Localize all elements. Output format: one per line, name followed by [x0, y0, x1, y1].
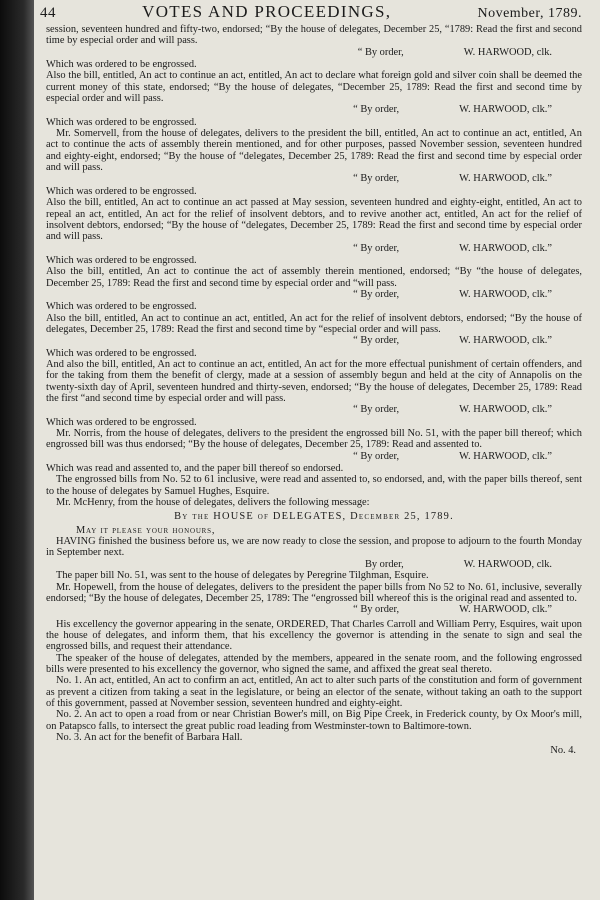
- clerk-name: W. HARWOOD, clk.”: [459, 104, 552, 116]
- page-content: [40, 2, 582, 757]
- paragraph: Also the bill, entitled, An act to continue an act, entitled, An act to declare what foreign gold and silver coin shall be deemed the current money of this state, endorsed; “By the house of delegates, “December 25, 1789: Read the first and second time by especial order and will pass.: [46, 70, 582, 105]
- by-order-text: “ By order,: [353, 450, 400, 462]
- ordered-note: Which was ordered to be engrossed.: [46, 59, 197, 71]
- page-body: [46, 24, 582, 743]
- paragraph: No. 2. An act to open a road from or near Christian Bower's mill, on Big Pipe Creek, in Frederick county, by Ox Moor's mill, on Patapsco falls, to intersect the great public road leading from Westminster-town to Baltimore-town.: [46, 709, 582, 732]
- paragraph: Mr. Norris, from the house of delegates, delivers to the president the engrossed bill No. 51, with the paper bill thereof; which engrossed bill was thus endorsed; “By the house of delegates, December 25, 1789: Read and assented to.: [46, 428, 582, 451]
- running-header: [40, 2, 582, 24]
- signature-line: [46, 335, 582, 346]
- document-page: [34, 0, 600, 900]
- by-order-text: “ By order,: [353, 242, 400, 254]
- by-order-text: “ By order,: [353, 604, 400, 616]
- ordered-note: Which was ordered to be engrossed.: [46, 301, 197, 313]
- clerk-name: W. HARWOOD, clk.”: [459, 173, 552, 185]
- ordered-note: Which was ordered to be engrossed.: [46, 347, 197, 359]
- paragraph: Also the bill, entitled, An act to continue an act, entitled, An act for the relief of insolvent debtors, endorsed; “By the house of delegates, December 25, 1789: Read the first and second time by “especial order and will pass.: [46, 312, 582, 335]
- signature-line: [46, 243, 582, 254]
- paragraph: No. 3. An act for the benefit of Barbara Hall.: [56, 731, 243, 743]
- paragraph: Also the bill, entitled, An act to continue an act passed at May session, seventeen hundred and eighty-eight, entitled, An act to repeal an act, entitled, An act for the relief of insolvent debtors, and to revive another act, entitled, An act for the relief of insolvent debtors, endorsed; “By the house of “delegates, December 25, 1789: Read the first and second time by especial order and will pass.: [46, 197, 582, 243]
- signature-line: [46, 604, 582, 615]
- signature-line: [46, 451, 582, 462]
- paragraph: Also the bill, entitled, An act to continue the act of assembly therein mentioned, endorsed; “By “the house of delegates, December 25, 1789: Read the first and second time by especial order and “will pass.: [46, 266, 582, 289]
- paragraph: HAVING finished the business before us, we are now ready to close the session, and propose to adjourn to the fourth Monday in September next.: [46, 536, 582, 559]
- clerk-name: W. HARWOOD, clk.”: [459, 604, 552, 616]
- paragraph: Mr. Hopewell, from the house of delegates, delivers to the president the paper bills from No 52 to No. 61, inclusive, severally endorsed; “By the house of delegates, December 25, 1789: The “engrossed bill whereof this is the original read and assented to.: [46, 581, 582, 604]
- page-title: VOTES AND PROCEEDINGS,: [142, 2, 392, 21]
- paragraph: The paper bill No. 51, was sent to the house of delegates by Peregrine Tilghman, Esquire.: [56, 570, 429, 582]
- signature-line: [46, 47, 582, 58]
- catchword: No. 4.: [550, 745, 576, 757]
- clerk-name: W. HARWOOD, clk.”: [459, 450, 552, 462]
- page-number: 44: [40, 5, 56, 21]
- clerk-name: W. HARWOOD, clk.”: [459, 242, 552, 254]
- clerk-name: W. HARWOOD, clk.”: [459, 335, 552, 347]
- paragraph: And also the bill, entitled, An act to continue an act, entitled, An act for the more effectual punishment of certain offenders, and for the taking from them the benefit of clergy, made at a session of assembly begun and held at the city of Annapolis on the twenty-sixth day of April, seventeen hundred and thirty-seven, endorsed; “By the house of delegates, December 25, 1789: Read the first “and second time by especial order and will pass.: [46, 358, 582, 404]
- clerk-name: W. HARWOOD, clk.”: [459, 404, 552, 416]
- by-order-text: “ By order,: [353, 404, 400, 416]
- clerk-name: W. HARWOOD, clk.: [463, 558, 552, 570]
- paragraph: No. 1. An act, entitled, An act to confirm an act, entitled, An act to alter such parts of the constitution and form of government as prevent a citizen from taking a seat in the legislature, or being an elector of the senate, without taking an oath to the support of this government, passed at November session, seventeen hundred and eighty-eight.: [46, 675, 582, 709]
- book-gutter: [0, 0, 34, 900]
- paragraph: The speaker of the house of delegates, attended by the members, appeared in the senate room, and the following engrossed bills were presented to his excellency the governor, who signed the same, and affixed the great seal thereto.: [46, 652, 582, 675]
- ordered-note: Which was ordered to be engrossed.: [46, 416, 197, 428]
- paragraph: session, seventeen hundred and fifty-two, endorsed; “By the house of delegates, December 25, “1789: Read the first and second time by especial order and will pass.: [46, 24, 582, 47]
- ordered-note: Which was read and assented to, and the paper bill thereof so endorsed.: [46, 463, 344, 475]
- signature-line: [46, 559, 582, 570]
- by-order-text: “ By order,: [353, 288, 400, 300]
- clerk-name: W. HARWOOD, clk.: [463, 46, 552, 58]
- signature-line: [46, 104, 582, 115]
- by-order-text: “ By order,: [353, 335, 400, 347]
- signature-line: [46, 289, 582, 300]
- by-order-text: “ By order,: [353, 104, 400, 116]
- header-date: November, 1789.: [477, 6, 582, 21]
- signature-line: [46, 173, 582, 184]
- paragraph: Mr. McHenry, from the house of delegates, delivers the following message:: [56, 497, 370, 509]
- ordered-note: Which was ordered to be engrossed.: [46, 116, 197, 128]
- ordered-note: Which was ordered to be engrossed.: [46, 185, 197, 197]
- paragraph: His excellency the governor appearing in the senate, ORDERED, That Charles Carroll and William Perry, Esquires, wait upon the house of delegates, and inform them, that his excellency the governor is attending in the senate to sign and seal the engrossed bills, and request their attendance.: [46, 618, 582, 653]
- clerk-name: W. HARWOOD, clk.”: [459, 288, 552, 300]
- by-order-text: By order,: [364, 558, 404, 570]
- by-order-text: “ By order,: [357, 46, 404, 58]
- paragraph: Mr. Somervell, from the house of delegates, delivers to the president the bill, entitled, An act to continue an act, entitled, An act to continue the acts of assembly therein mentioned, and for other purposes, passed November session, seventeen hundred and eighty-eight, endorsed; “By the house of “delegates, December 25, 1789: Read the first and second time by especial order and will pass.: [46, 128, 582, 174]
- message-heading: By the HOUSE of DELEGATES, December 25, 1789.: [174, 511, 454, 523]
- paragraph: The engrossed bills from No. 52 to 61 inclusive, were read and assented to, so endorsed, and, with the paper bills thereof, sent to the house of delegates by Samuel Hughes, Esquire.: [46, 474, 582, 497]
- by-order-text: “ By order,: [353, 173, 400, 185]
- ordered-note: Which was ordered to be engrossed.: [46, 254, 197, 266]
- signature-line: [46, 404, 582, 415]
- salutation: May it please your honours,: [76, 524, 216, 536]
